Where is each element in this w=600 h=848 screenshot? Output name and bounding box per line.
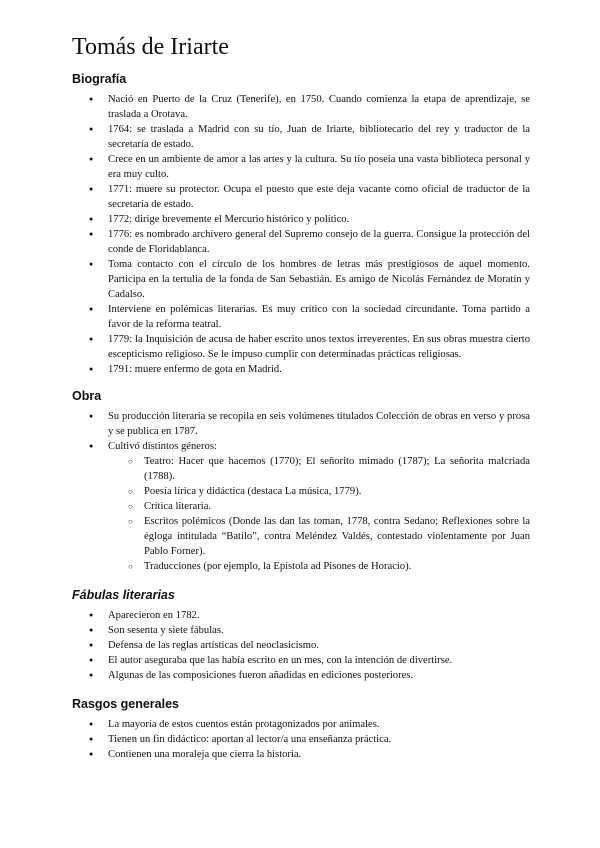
list-item: ● Interviene en polémicas literarias. Es muy crítico con la sociedad circundante. Toma partido a favor de la reforma teatral. — [72, 302, 530, 332]
list-item-text: Cultivó distintos géneros: — [108, 441, 217, 452]
list-item: ● 1772: dirige brevemente el Mercurio histórico y político. — [72, 212, 530, 227]
list-item: ● 1771: muere su protector. Ocupa el puesto que este deja vacante como oficial de traductor de la secretaría de estado. — [72, 182, 530, 212]
section-heading-obra: Obra — [72, 389, 102, 403]
rasgos-list — [72, 717, 530, 762]
document-page — [72, 32, 530, 776]
genres-sublist — [72, 454, 530, 574]
section-rasgos — [72, 697, 530, 762]
section-obra — [72, 389, 530, 574]
list-item: ● Algunas de las composiciones fueron añadidas en ediciones posteriores. — [72, 668, 530, 683]
list-item: ● 1764: se traslada a Madrid con su tío, Juan de Iriarte, bibliotecario del rey y traductor de la secretaría de estado. — [72, 122, 530, 152]
list-item: ● 1776: es nombrado archivero general del Supremo consejo de la guerra. Consigue la protección del conde de Floridablanca. — [72, 227, 530, 257]
list-item: ● La mayoría de estos cuentos están protagonizados por animales. — [72, 717, 530, 732]
fabulas-list — [72, 608, 530, 683]
list-item: ● Tienen un fin didáctico: aportan al lector/a una enseñanza práctica. — [72, 732, 530, 747]
sublist-item: ○ Escritos polémicos (Donde las dan las toman, 1778, contra Sedano; Reflexiones sobre la égloga intitulada “Batilo”, contra Meléndez Valdés, contestado violentamente por Juan Pablo Forner). — [72, 514, 530, 559]
list-item — [72, 439, 530, 454]
list-item: ● Nació en Puerto de la Cruz (Tenerife), en 1750. Cuando comienza la etapa de aprendizaje, se traslada a Orotava. — [72, 92, 530, 122]
list-item: ● 1779: la Inquisición de acusa de haber escrito unos textos irreverentes. En sus obras muestra cierto escepticismo religioso. Se le impuso cumplir con determinadas prácticas religiosas. — [72, 332, 530, 362]
section-heading-fabulas: Fábulas literarias — [72, 588, 175, 602]
biografia-list — [72, 92, 530, 377]
section-heading-biografia: Biografía — [72, 72, 127, 86]
list-item: ● Contienen una moraleja que cierra la historia. — [72, 747, 530, 762]
list-item: ● El autor aseguraba que las había escrito en un mes, con la intención de divertirse. — [72, 653, 530, 668]
list-item: ● Crece en un ambiente de amor a las artes y la cultura. Su tío poseía una vasta biblioteca personal y era muy culto. — [72, 152, 530, 182]
list-item: ● Defensa de las reglas artísticas del neoclasicismo. — [72, 638, 530, 653]
sublist-item: ○ Poesía lírica y didáctica (destaca La música, 1779). — [72, 484, 530, 499]
section-fabulas — [72, 588, 530, 683]
section-biografia — [72, 72, 530, 377]
sublist-item: ○ Traducciones (por ejemplo, la Epístola ad Pisones de Horacio). — [72, 559, 530, 574]
list-item: ● Su producción literaria se recopila en seis volúmenes titulados Colección de obras en verso y prosa y se publica en 1787. — [72, 409, 530, 439]
list-item: ● Aparecieron en 1782. — [72, 608, 530, 623]
list-item: ● Son sesenta y siete fábulas. — [72, 623, 530, 638]
obra-list — [72, 409, 530, 454]
sublist-item: ○ Crítica literaria. — [72, 499, 530, 514]
section-heading-rasgos: Rasgos generales — [72, 697, 179, 711]
sublist-item: ○ Teatro: Hacer que hacemos (1770); El señorito mimado (1787); La señorita malcriada (1788). — [72, 454, 530, 484]
page-title: Tomás de Iriarte — [72, 34, 229, 60]
list-item: ● 1791: muere enfermo de gota en Madrid. — [72, 362, 530, 377]
list-item: ● Toma contacto con el círculo de los hombres de letras más prestigiosos de aquel momento. Participa en la tertulia de la fonda de San Sebastián. Es amigo de Nicolás Fernández de Moratín y Cadalso. — [72, 257, 530, 302]
